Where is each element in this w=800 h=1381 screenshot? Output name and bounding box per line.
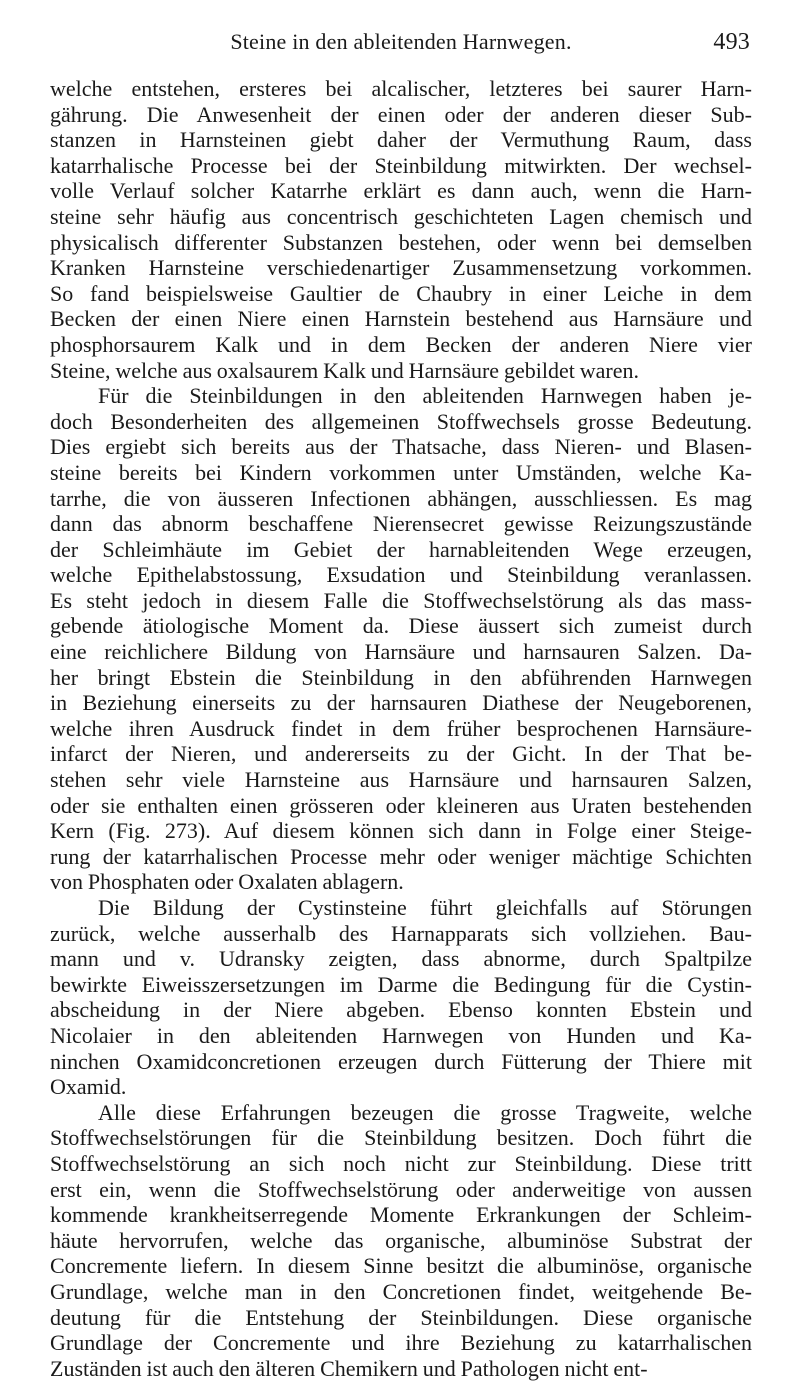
- text-line: Zuständen ist auch den älteren Chemikern und Pathologen nicht ent-: [50, 1355, 648, 1381]
- text-line: volle Verlauf solcher Katarrhe erklärt es dann auch, wenn die Harn-: [50, 178, 752, 204]
- text-line: katarrhalische Processe bei der Steinbildung mitwirkten. Der wechsel-: [50, 152, 752, 178]
- text-line: eine reichlichere Bildung von Harnsäure und harnsauren Salzen. Da-: [50, 639, 752, 665]
- text-line: infarct der Nieren, und andererseits zu der Gicht. In der That be-: [50, 741, 752, 767]
- text-line: dann das abnorm beschaffene Nierensecret gewisse Reizungszustände: [50, 511, 752, 537]
- text-line: tarrhe, die von äusseren Infectionen abhängen, ausschliessen. Es mag: [50, 485, 752, 511]
- text-line: kommende krankheitserregende Momente Erkrankungen der Schleim-: [50, 1202, 752, 1228]
- text-line: ninchen Oxamidconcretionen erzeugen durch Fütterung der Thiere mit: [50, 1048, 752, 1074]
- text-line: Für die Steinbildungen in den ableitenden Harnwegen haben je-: [98, 383, 752, 409]
- text-line: Die Bildung der Cystinsteine führt gleichfalls auf Störungen: [98, 895, 752, 920]
- text-line: zurück, welche ausserhalb des Harnapparats sich vollziehen. Bau-: [50, 920, 752, 946]
- text-line: Grundlage der Concremente und ihre Beziehung zu katarrhalischen: [50, 1330, 752, 1356]
- text-line: Kranken Harnsteine verschiedenartiger Zusammensetzung vorkommen.: [50, 255, 752, 281]
- paragraph-1: [50, 76, 752, 383]
- text-line: von Phosphaten oder Oxalaten ablagern.: [50, 869, 404, 895]
- running-head: [50, 20, 752, 64]
- text-line: gährung. Die Anwesenheit der einen oder der anderen dieser Sub-: [50, 101, 752, 127]
- text-line: Steine, welche aus oxalsaurem Kalk und Harnsäure gebildet waren.: [50, 357, 639, 383]
- body-text: [50, 76, 752, 1381]
- text-line: oder sie enthalten einen grösseren oder kleineren aus Uraten bestehenden: [50, 792, 752, 818]
- text-line: Concremente liefern. In diesem Sinne besitzt die albuminöse, organische: [50, 1253, 752, 1279]
- text-line: Dies ergiebt sich bereits aus der Thatsache, dass Nieren- und Blasen-: [50, 434, 752, 460]
- text-line: stanzen in Harnsteinen giebt daher der Vermuthung Raum, dass: [50, 127, 752, 153]
- text-line: phosphorsaurem Kalk und in dem Becken der anderen Niere vier: [50, 331, 752, 357]
- text-line: Kern (Fig. 273). Auf diesem können sich dann in Folge einer Steige-: [50, 818, 752, 844]
- text-line: erst ein, wenn die Stoffwechselstörung oder anderweitige von aussen: [50, 1176, 752, 1202]
- text-line: Becken der einen Niere einen Harnstein bestehend aus Harnsäure und: [50, 306, 752, 332]
- text-line: her bringt Ebstein die Steinbildung in den abführenden Harnwegen: [50, 664, 752, 690]
- text-line: deutung für die Entstehung der Steinbildungen. Diese organische: [50, 1304, 752, 1330]
- text-line: steine sehr häufig aus concentrisch geschichteten Lagen chemisch und: [50, 203, 752, 229]
- text-line: der Schleimhäute im Gebiet der harnableitenden Wege erzeugen,: [50, 536, 752, 562]
- text-line: Grundlage, welche man in den Concretionen findet, weitgehende Be-: [50, 1278, 752, 1304]
- text-line: welche entstehen, ersteres bei alcalischer, letzteres bei saurer Harn-: [50, 76, 752, 101]
- text-line: Stoffwechselstörung an sich noch nicht zur Steinbildung. Diese tritt: [50, 1150, 752, 1176]
- running-head-title: Steine in den ableitenden Harnwegen.: [230, 29, 572, 54]
- text-line: welche Epithelabstossung, Exsudation und Steinbildung veranlassen.: [50, 562, 752, 588]
- text-line: So fand beispielsweise Gaultier de Chaubry in einer Leiche in dem: [50, 280, 752, 306]
- text-line: Stoffwechselstörungen für die Steinbildung besitzen. Doch führt die: [50, 1125, 752, 1151]
- text-line: stehen sehr viele Harnsteine aus Harnsäure und harnsauren Salzen,: [50, 767, 752, 793]
- text-line: physicalisch differenter Substanzen bestehen, oder wenn bei demselben: [50, 229, 752, 255]
- text-line: abscheidung in der Niere abgeben. Ebenso konnten Ebstein und: [50, 997, 752, 1023]
- text-line: rung der katarrhalischen Processe mehr oder weniger mächtige Schichten: [50, 843, 752, 869]
- paragraph-4: [50, 1100, 752, 1381]
- text-line: doch Besonderheiten des allgemeinen Stoffwechsels grosse Bedeutung.: [50, 408, 752, 434]
- text-line: welche ihren Ausdruck findet in dem früher besprochenen Harnsäure-: [50, 715, 752, 741]
- text-line: Es steht jedoch in diesem Falle die Stoffwechselstörung als das mass-: [50, 587, 752, 613]
- text-line: häute hervorrufen, welche das organische, albuminöse Substrat der: [50, 1227, 752, 1253]
- text-line: mann und v. Udransky zeigten, dass abnorme, durch Spaltpilze: [50, 946, 752, 972]
- text-line: gebende ätiologische Moment da. Diese äussert sich zumeist durch: [50, 613, 752, 639]
- paragraph-3: [50, 895, 752, 1100]
- text-line: in Beziehung einerseits zu der harnsauren Diathese der Neugeborenen,: [50, 690, 752, 716]
- paragraph-2: [50, 383, 752, 895]
- text-line: Oxamid.: [50, 1074, 127, 1100]
- page-number: 493: [713, 29, 750, 55]
- text-line: Alle diese Erfahrungen bezeugen die grosse Tragweite, welche: [98, 1099, 752, 1125]
- text-line: Nicolaier in den ableitenden Harnwegen von Hunden und Ka-: [50, 1022, 752, 1048]
- text-line: bewirkte Eiweisszersetzungen im Darme die Bedingung für die Cystin-: [50, 971, 752, 997]
- text-line: steine bereits bei Kindern vorkommen unter Umständen, welche Ka-: [50, 459, 752, 485]
